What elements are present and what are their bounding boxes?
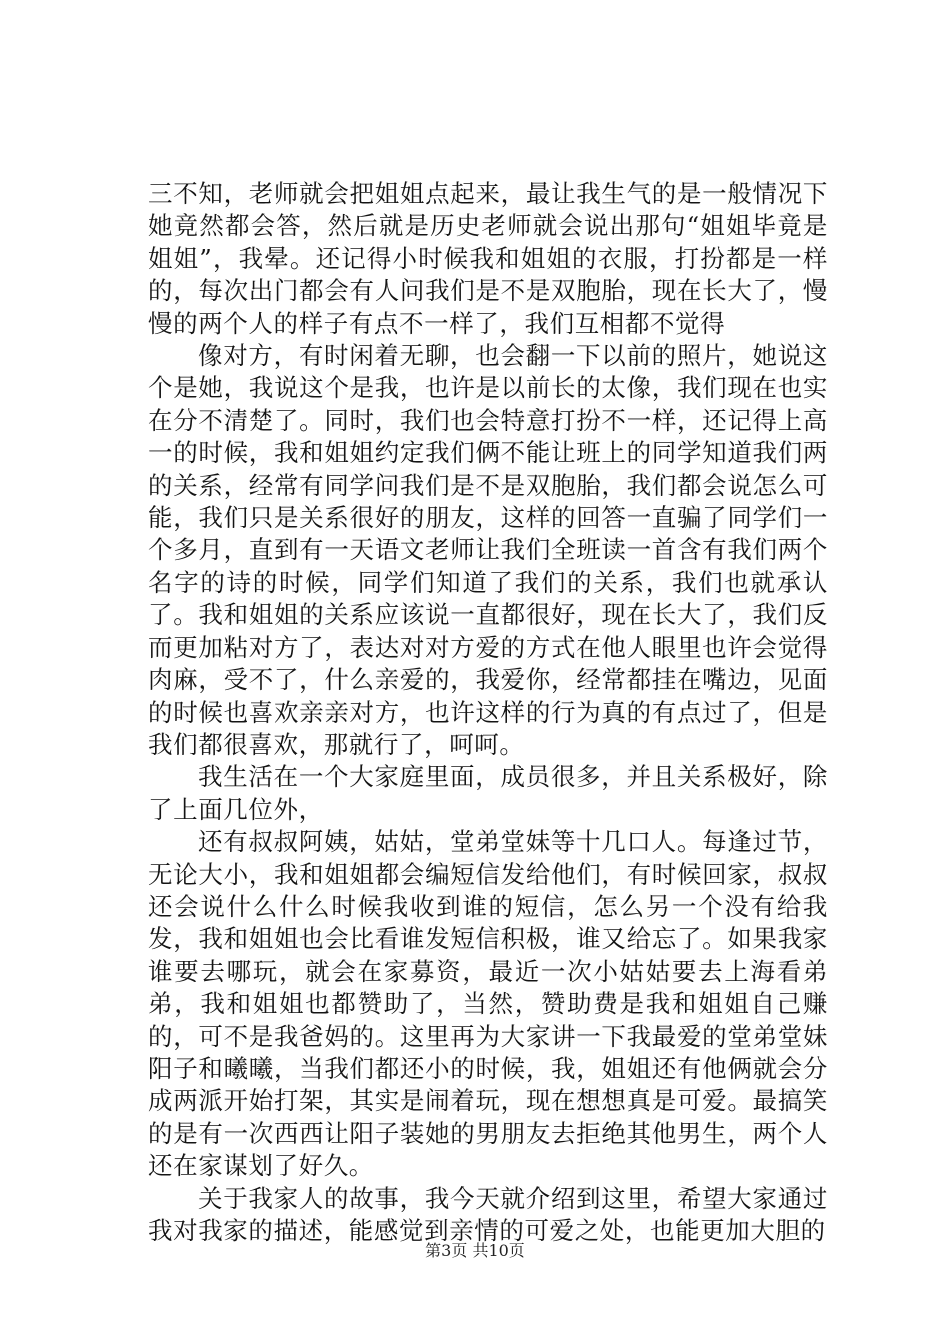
paragraph-5: 关于我家人的故事，我今天就介绍到这里，希望大家通过我对我家的描述，能感觉到亲情的可爱之处，也能更加大胆的: [148, 1183, 828, 1245]
page-number-footer: 第3页 共10页: [425, 1241, 525, 1260]
paragraph-3: 我生活在一个大家庭里面，成员很多，并且关系极好，除了上面几位外，: [148, 762, 828, 824]
paragraph-2: 像对方，有时闲着无聊，也会翻一下以前的照片，她说这个是她，我说这个是我，也许是以前长的太像，我们现在也实在分不清楚了。同时，我们也会特意打扮不一样，还记得上高一的时候，我和姐姐约定我们俩不能让班上的同学知道我们两的关系，经常有同学问我们是不是双胞胎，我们都会说怎么可能，我们只是关系很好的朋友，这样的回答一直骗了同学们一个多月，直到有一天语文老师让我们全班读一首含有我们两个名字的诗的时候，同学们知道了我们的关系，我们也就承认了。我和姐姐的关系应该说一直都很好，现在长大了，我们反而更加粘对方了，表达对对方爱的方式在他人眼里也许会觉得肉麻，受不了，什么亲爱的，我爱你，经常都挂在嘴边，见面的时候也喜欢亲亲对方，也许这样的行为真的有点过了，但是我们都很喜欢，那就行了，呵呵。: [148, 341, 828, 759]
paragraph-4: 还有叔叔阿姨，姑姑，堂弟堂妹等十几口人。每逢过节，无论大小，我和姐姐都会编短信发给他们，有时候回家，叔叔还会说什么什么时候我收到谁的短信，怎么另一个没有给我发，我和姐姐也会比看谁发短信积极，谁又给忘了。如果我家谁要去哪玩，就会在家募资，最近一次小姑姑要去上海看弟弟，我和姐姐也都赞助了，当然，赞助费是我和姐姐自己赚的，可不是我爸妈的。这里再为大家讲一下我最爱的堂弟堂妹阳子和曦曦，当我们都还小的时候，我，姐姐还有他俩就会分成两派开始打架，其实是闹着玩，现在想想真是可爱。最搞笑的是有一次西西让阳子装她的男朋友去拒绝其他男生，两个人还在家谋划了好久。: [148, 827, 828, 1181]
body-text: [148, 178, 828, 1247]
paragraph-1: 三不知，老师就会把姐姐点起来，最让我生气的是一般情况下她竟然都会答，然后就是历史老师就会说出那句“姐姐毕竟是姐姐”，我晕。还记得小时候我和姐姐的衣服，打扮都是一样的，每次出门都会有人问我们是不是双胞胎，现在长大了，慢慢的两个人的样子有点不一样了，我们互相都不觉得: [148, 179, 828, 338]
